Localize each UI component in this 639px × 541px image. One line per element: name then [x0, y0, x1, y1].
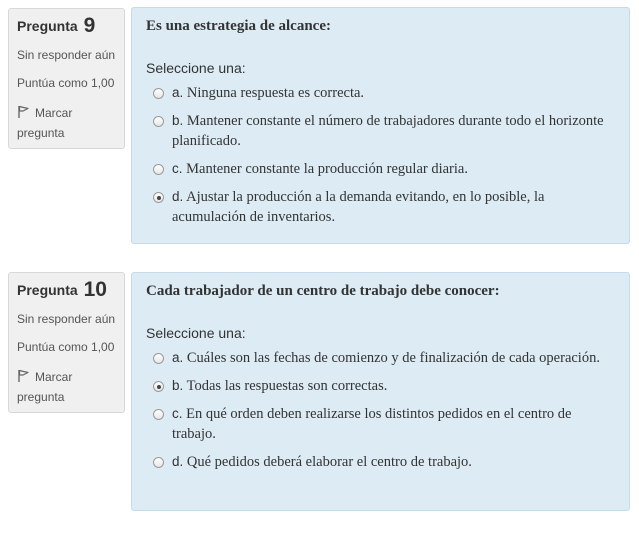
answer-text: Cuáles son las fechas de comienzo y de finalización de cada operación. [186, 350, 600, 366]
question-grade: Puntúa como 1,00 [17, 76, 115, 90]
answer-letter: d. [172, 189, 184, 204]
answer-letter: a. [172, 350, 184, 365]
answer-text: Ajustar la producción a la demanda evitando, en lo posible, la acumulación de inventarios. [172, 189, 545, 225]
radio-button[interactable] [153, 353, 164, 364]
radio-button[interactable] [153, 457, 164, 468]
answer-letter: a. [172, 85, 184, 100]
flag-question-button[interactable] [17, 367, 116, 407]
question-label: Pregunta [17, 18, 78, 34]
question-grade: Puntúa como 1,00 [17, 340, 115, 354]
answer-letter: b. [172, 113, 184, 128]
question-info [8, 272, 125, 413]
radio-button[interactable] [153, 164, 164, 175]
answer-text: Todas las respuestas son correctas. [186, 378, 388, 394]
answer-text: Ninguna respuesta es correcta. [186, 85, 365, 101]
answer-prompt: Seleccione una: [146, 325, 246, 341]
question-content [131, 7, 630, 244]
answer-text: Mantener constante el número de trabajadores durante todo el horizonte planificado. [172, 113, 604, 149]
question-text: Cada trabajador de un centro de trabajo debe conocer: [146, 283, 500, 299]
answer-letter: d. [172, 454, 184, 469]
answer-list [146, 348, 615, 472]
answer-option-d[interactable] [146, 452, 615, 472]
radio-button-selected[interactable] [153, 381, 164, 392]
flag-label: Marcar pregunta [17, 106, 73, 140]
answer-letter: c. [172, 406, 183, 421]
radio-button[interactable] [153, 116, 164, 127]
answer-text: Mantener constante la producción regular diaria. [186, 161, 468, 177]
answer-letter: c. [172, 161, 183, 176]
answer-option-b[interactable] [146, 111, 615, 151]
question-label: Pregunta [17, 282, 78, 298]
answer-text: En qué orden deben realizarse los distintos pedidos en el centro de trabajo. [172, 406, 572, 442]
question-number-value: 9 [83, 14, 96, 37]
flag-question-button[interactable] [17, 103, 116, 143]
answer-option-c[interactable] [146, 404, 615, 444]
radio-button-selected[interactable] [153, 192, 164, 203]
question-number [17, 279, 116, 301]
question-info [8, 8, 125, 149]
answer-letter: b. [172, 378, 184, 393]
radio-button[interactable] [153, 88, 164, 99]
flag-icon [17, 105, 31, 119]
answer-prompt: Seleccione una: [146, 60, 246, 76]
flag-label: Marcar pregunta [17, 370, 73, 404]
answer-option-a[interactable] [146, 348, 615, 368]
flag-icon [17, 369, 31, 383]
answer-option-c[interactable] [146, 159, 615, 179]
answer-list [146, 83, 615, 227]
question-text: Es una estrategia de alcance: [146, 18, 331, 34]
answer-option-b[interactable] [146, 376, 615, 396]
question-state: Sin responder aún [17, 312, 116, 326]
answer-option-d[interactable] [146, 187, 615, 227]
question-state: Sin responder aún [17, 48, 116, 62]
question-number [17, 15, 116, 37]
radio-button[interactable] [153, 409, 164, 420]
question-number-value: 10 [83, 278, 107, 301]
question-content [131, 272, 630, 511]
answer-text: Qué pedidos deberá elaborar el centro de trabajo. [186, 454, 472, 470]
answer-option-a[interactable] [146, 83, 615, 103]
